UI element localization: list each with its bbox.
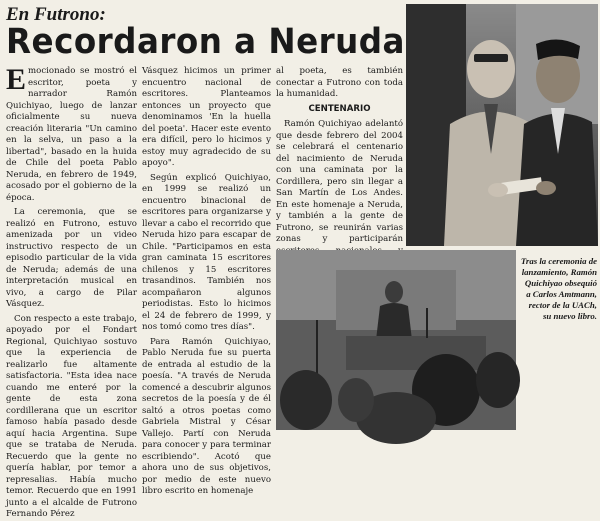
- paragraph: Con respecto a este trabajo, apoyado por el Fondart Regional, Quichiyao sostuvo que la experiencia de realizarlo fue altamente satisfactoria. "Esta idea nace cuando me enteré por la gente de esta zona cordillerana que un escritor famoso había pasado desde aquí hacia Argentina. Supe que se trataba de Neruda. Recuerdo que la gente no quería hablar, por temor a represalias. Había mucho temor. Recuerdo que en 1991 junto a el alcalde de Futrono Fernando Pérez: [6, 313, 137, 519]
- paragraph: Ramón Quichiyao adelantó que desde febrero del 2004 se celebrará el centenario del nacimiento de Neruda con una caminata por la Cordillera, pero sin llegar a San Martín de Los Andes. En este homenaje a Neruda, y también a la gente de Futrono, se reunirán varias zonas y participarán: [276, 119, 403, 244]
- paragraph: Para Ramón Quichiyao, Pablo Neruda fue su puerta de entrada al estudio de la poesía. "A través de Neruda comencé a descubrir algunos secretos de la poesía y de él saltó a otros poetas como Gabriela Mistral y César Vallejo. Partí con Neruda para conocer y para terminar escribiendo". Acotó que ahora uno de sus objetivos, por medio de este nuevo libro escrito en homenaje: [142, 336, 271, 496]
- photo-ceremony: [276, 250, 516, 430]
- photo-image: [406, 4, 598, 246]
- paragraph: Vásquez hicimos un primer encuentro nacional de escritores. Planteamos entonces un proyecto que denominamos 'En la huella del poeta'. Hacer este evento era difícil, pero lo hicimos y estoy muy agradecido de su apoyo".: [142, 66, 271, 168]
- section-subhead: CENTENARIO: [308, 103, 371, 114]
- article-column-3: [276, 66, 403, 246]
- paragraph: La ceremonia, que se realizó en Futrono, estuvo amenizada por un video instructivo respecto de un episodio particular de la vida de Neruda; además de una interpretación musical en vivo, a cargo de Pilar Vásquez.: [6, 207, 137, 309]
- paragraph: al poeta, es también conectar a Futrono con toda la humanidad.: [276, 66, 403, 99]
- photo-caption: Tras la ceremonia de lanzamiento, Ramón Quichiyao obsequió a Carlos Amtmann, rector de la UACh, su nuevo libro.: [520, 256, 597, 321]
- paragraph: [6, 63, 137, 204]
- drop-cap: E: [6, 63, 27, 96]
- paragraph-text: mocionado se mostró el escritor, poeta y narrador Ramón Quichiyao, luego de lanzar oficialmente su nueva creación literaria "Un camino en la selva, un paso a la libertad", basado en la huida de Chile del poeta Pablo Neruda, en febrero de 1949, acosado por el gobierno de la época.: [6, 66, 137, 203]
- photo-book-handover: [406, 4, 598, 246]
- section-kicker: En Futrono:: [6, 4, 106, 25]
- article-column-2: [142, 66, 271, 496]
- article-column-1: [6, 63, 137, 519]
- paragraph: Según explicó Quichiyao, en 1999 se realizó un encuentro binacional de escritores para organizarse y llevar a cabo el recorrido que Neruda hizo para escapar de Chile. "Participamos en esta gran caminata 15 escritores chilenos y 15 escritores trasandinos. También nos acompañaron algunos periodistas. Esto lo hicimos el 24 de febrero de 1999, y nos tomó como tres días".: [142, 172, 271, 332]
- photo-image: [276, 250, 516, 430]
- article-headline: Recordaron a Neruda: [6, 22, 405, 62]
